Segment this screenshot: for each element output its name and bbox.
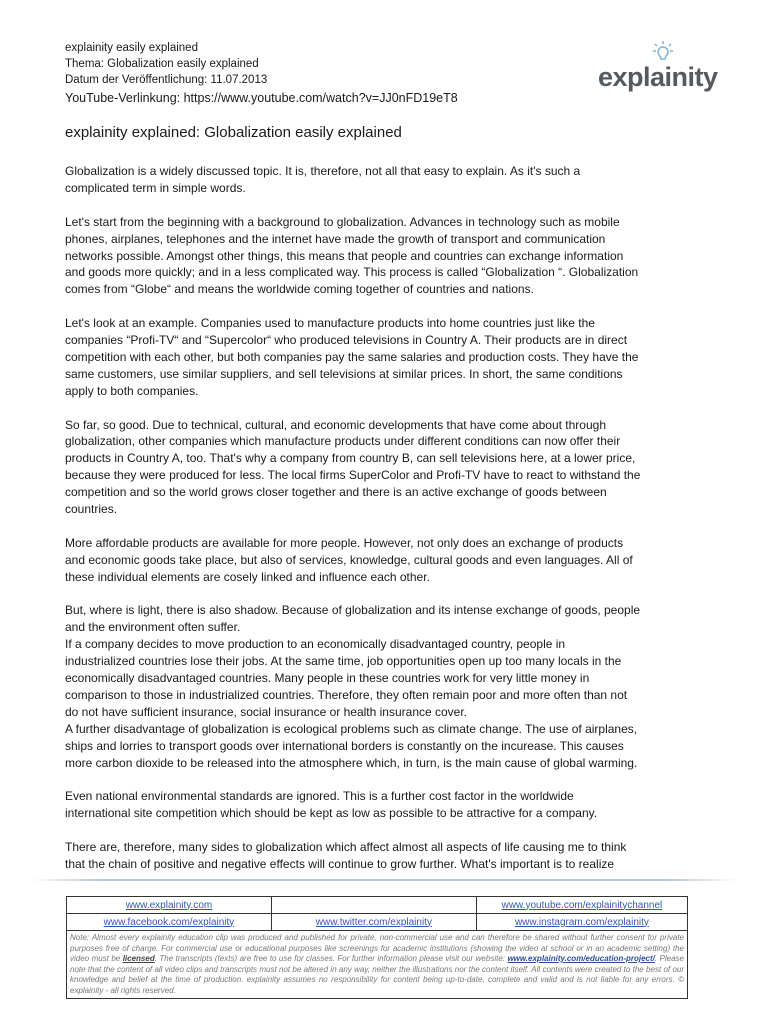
text-line: that the chain of positive and negative effects will continue to grow further. What's important is to realize [65, 857, 615, 872]
note-text: . Please note that the content of all video clips and transcripts must not be altered in any way, neither the illustrations nor the content itself. All contents were created to the best of our knowledge and belief at the time of production. explainity assumes no responsibility for content being up-to-date, complete and valid and is not liable for any errors. © explainity - all rights reserved. [70, 954, 684, 995]
youtube-channel-link[interactable]: www.youtube.com/explainitychannel [501, 899, 663, 911]
text-line: So far, so good. Due to technical, cultural, and economic developments that have come about through [65, 417, 607, 432]
text-line: more carbon dioxide to be released into the atmosphere which, in turn, is the main cause of global warming. [65, 755, 638, 770]
text-line: complicated term in simple words. [65, 180, 246, 195]
twitter-link[interactable]: www.twitter.com/explainity [315, 916, 432, 928]
note-text: Note: Almost every explainity education clip was produced and published for private, non-commercial use and can therefore be shared without further consent for private purposes free of charge. For commercial use or educational purposes like screenings for academic institutions (showing the video at school or in an academic setting) the video must be [70, 933, 684, 963]
paragraph [65, 214, 640, 299]
header-series: explainity easily explained [65, 42, 198, 54]
text-line: Let's look at an example. Companies used to manufacture products into home countries just like the [65, 316, 595, 331]
text-line: More affordable products are available for more people. However, not only does an exchange of products [65, 535, 624, 550]
text-line: networks possible. Amongst other things, this means that people and countries can exchange information [65, 248, 624, 263]
text-line: do not have sufficient insurance, social insurance or health insurance cover. [65, 704, 468, 719]
text-line: phones, airplanes, telephones and the internet have made the growth of transport and communication [65, 231, 606, 246]
text-line: globalization, other companies which manufacture products under different conditions can now offer their [65, 434, 621, 449]
text-line: apply to both companies. [65, 383, 199, 398]
paragraph [65, 788, 640, 822]
paragraph [65, 417, 640, 518]
text-line: because they were produced for less. The local firms SuperColor and Profi-TV have to react to withstand the [65, 468, 641, 483]
text-line: these individual elements are cosely linked and influence each other. [65, 569, 430, 584]
text-line: There are, therefore, many sides to globalization which affect almost all aspects of life causing me to think [65, 840, 627, 855]
text-line: If a company decides to move production to an economically disadvantaged country, people in [65, 637, 566, 652]
text-line: and economic goods take place, but also of services, knowledge, cultural goods and even languages. All of [65, 552, 633, 567]
explainity-logo [598, 40, 718, 100]
note-licensed: licensed [122, 954, 155, 963]
footer-table [66, 896, 688, 999]
text-line: companies “Profi-TV“ and “Supercolor“ who produced televisions in Country A. Their products are in direct [65, 333, 628, 348]
text-line: ships and lorries to transport goods over international borders is constantly on the incurease. This causes [65, 738, 624, 753]
empty-cell [271, 897, 476, 914]
text-line: economically disadvantaged countries. Many people in these countries work for very little money in [65, 671, 590, 686]
header-youtube [65, 91, 458, 105]
note-text: . The transcripts (texts) are free to use for classes. For further information please visit our website: [154, 954, 508, 963]
text-line: comes from “Globe“ and means the worldwide coming together of countries and nations. [65, 282, 534, 297]
youtube-label: YouTube-Verlinkung: [65, 91, 184, 105]
divider [30, 879, 738, 881]
text-line: Even national environmental standards are ignored. This is a further cost factor in the worldwide [65, 789, 574, 804]
text-line: comparison to those in industrialized countries. Therefore, they often remain poor and more often than not [65, 688, 628, 703]
header-date: Datum der Veröffentlichung: 11.07.2013 [65, 74, 268, 86]
page-title: explainity explained: Globalization easily explained [65, 124, 402, 141]
text-line: Let's start from the beginning with a background to globalization. Advances in technology such as mobile [65, 214, 620, 229]
education-project-link[interactable]: www.explainity.com/education-project/ [507, 954, 655, 963]
youtube-url[interactable]: https://www.youtube.com/watch?v=JJ0nFD19eT8 [183, 91, 458, 105]
instagram-link[interactable]: www.instagram.com/explainity [514, 916, 649, 928]
paragraph [65, 839, 640, 873]
paragraph [65, 602, 640, 771]
text-line: competition and so the world grows closer together and there is an active exchange of goods between [65, 485, 607, 500]
text-line: But, where is light, there is also shadow. Because of globalization and its intense exchange of goods, people [65, 603, 641, 618]
paragraph [65, 535, 640, 586]
text-line: and the environment often suffer. [65, 620, 241, 635]
text-line: competition with each other, but both companies pay the same salaries and production costs. They have the [65, 349, 639, 364]
paragraph [65, 315, 640, 400]
text-line: and goods more quickly; and in a less complicated way. This process is called “Globalization “. Globalization [65, 265, 639, 280]
legal-note [67, 931, 688, 999]
text-line: Globalization is a widely discussed topic. It is, therefore, not all that easy to explain. As it's such a [65, 164, 581, 178]
facebook-link[interactable]: www.facebook.com/explainity [103, 916, 235, 928]
text-line: international site competition which should be kept as low as possible to be attractive for a company. [65, 806, 598, 821]
text-line: countries. [65, 502, 118, 517]
text-line: same customers, use similar suppliers, and sell televisions at similar prices. In short, the same conditions [65, 366, 623, 381]
text-line: A further disadvantage of globalization is ecological problems such as climate change. The use of airplanes, [65, 721, 638, 736]
body-text [65, 163, 640, 890]
text-line: products in Country A, too. That's why a company from country B, can sell televisions here, at a lower price, [65, 451, 636, 466]
text-line: industrialized countries lose their jobs. At the same time, job opportunities open up too many locals in the [65, 654, 622, 669]
header-topic: Thema: Globalization easily explained [65, 58, 259, 70]
website-link[interactable]: www.explainity.com [125, 899, 213, 911]
paragraph [65, 163, 640, 197]
logo-text: explainity [598, 62, 718, 92]
